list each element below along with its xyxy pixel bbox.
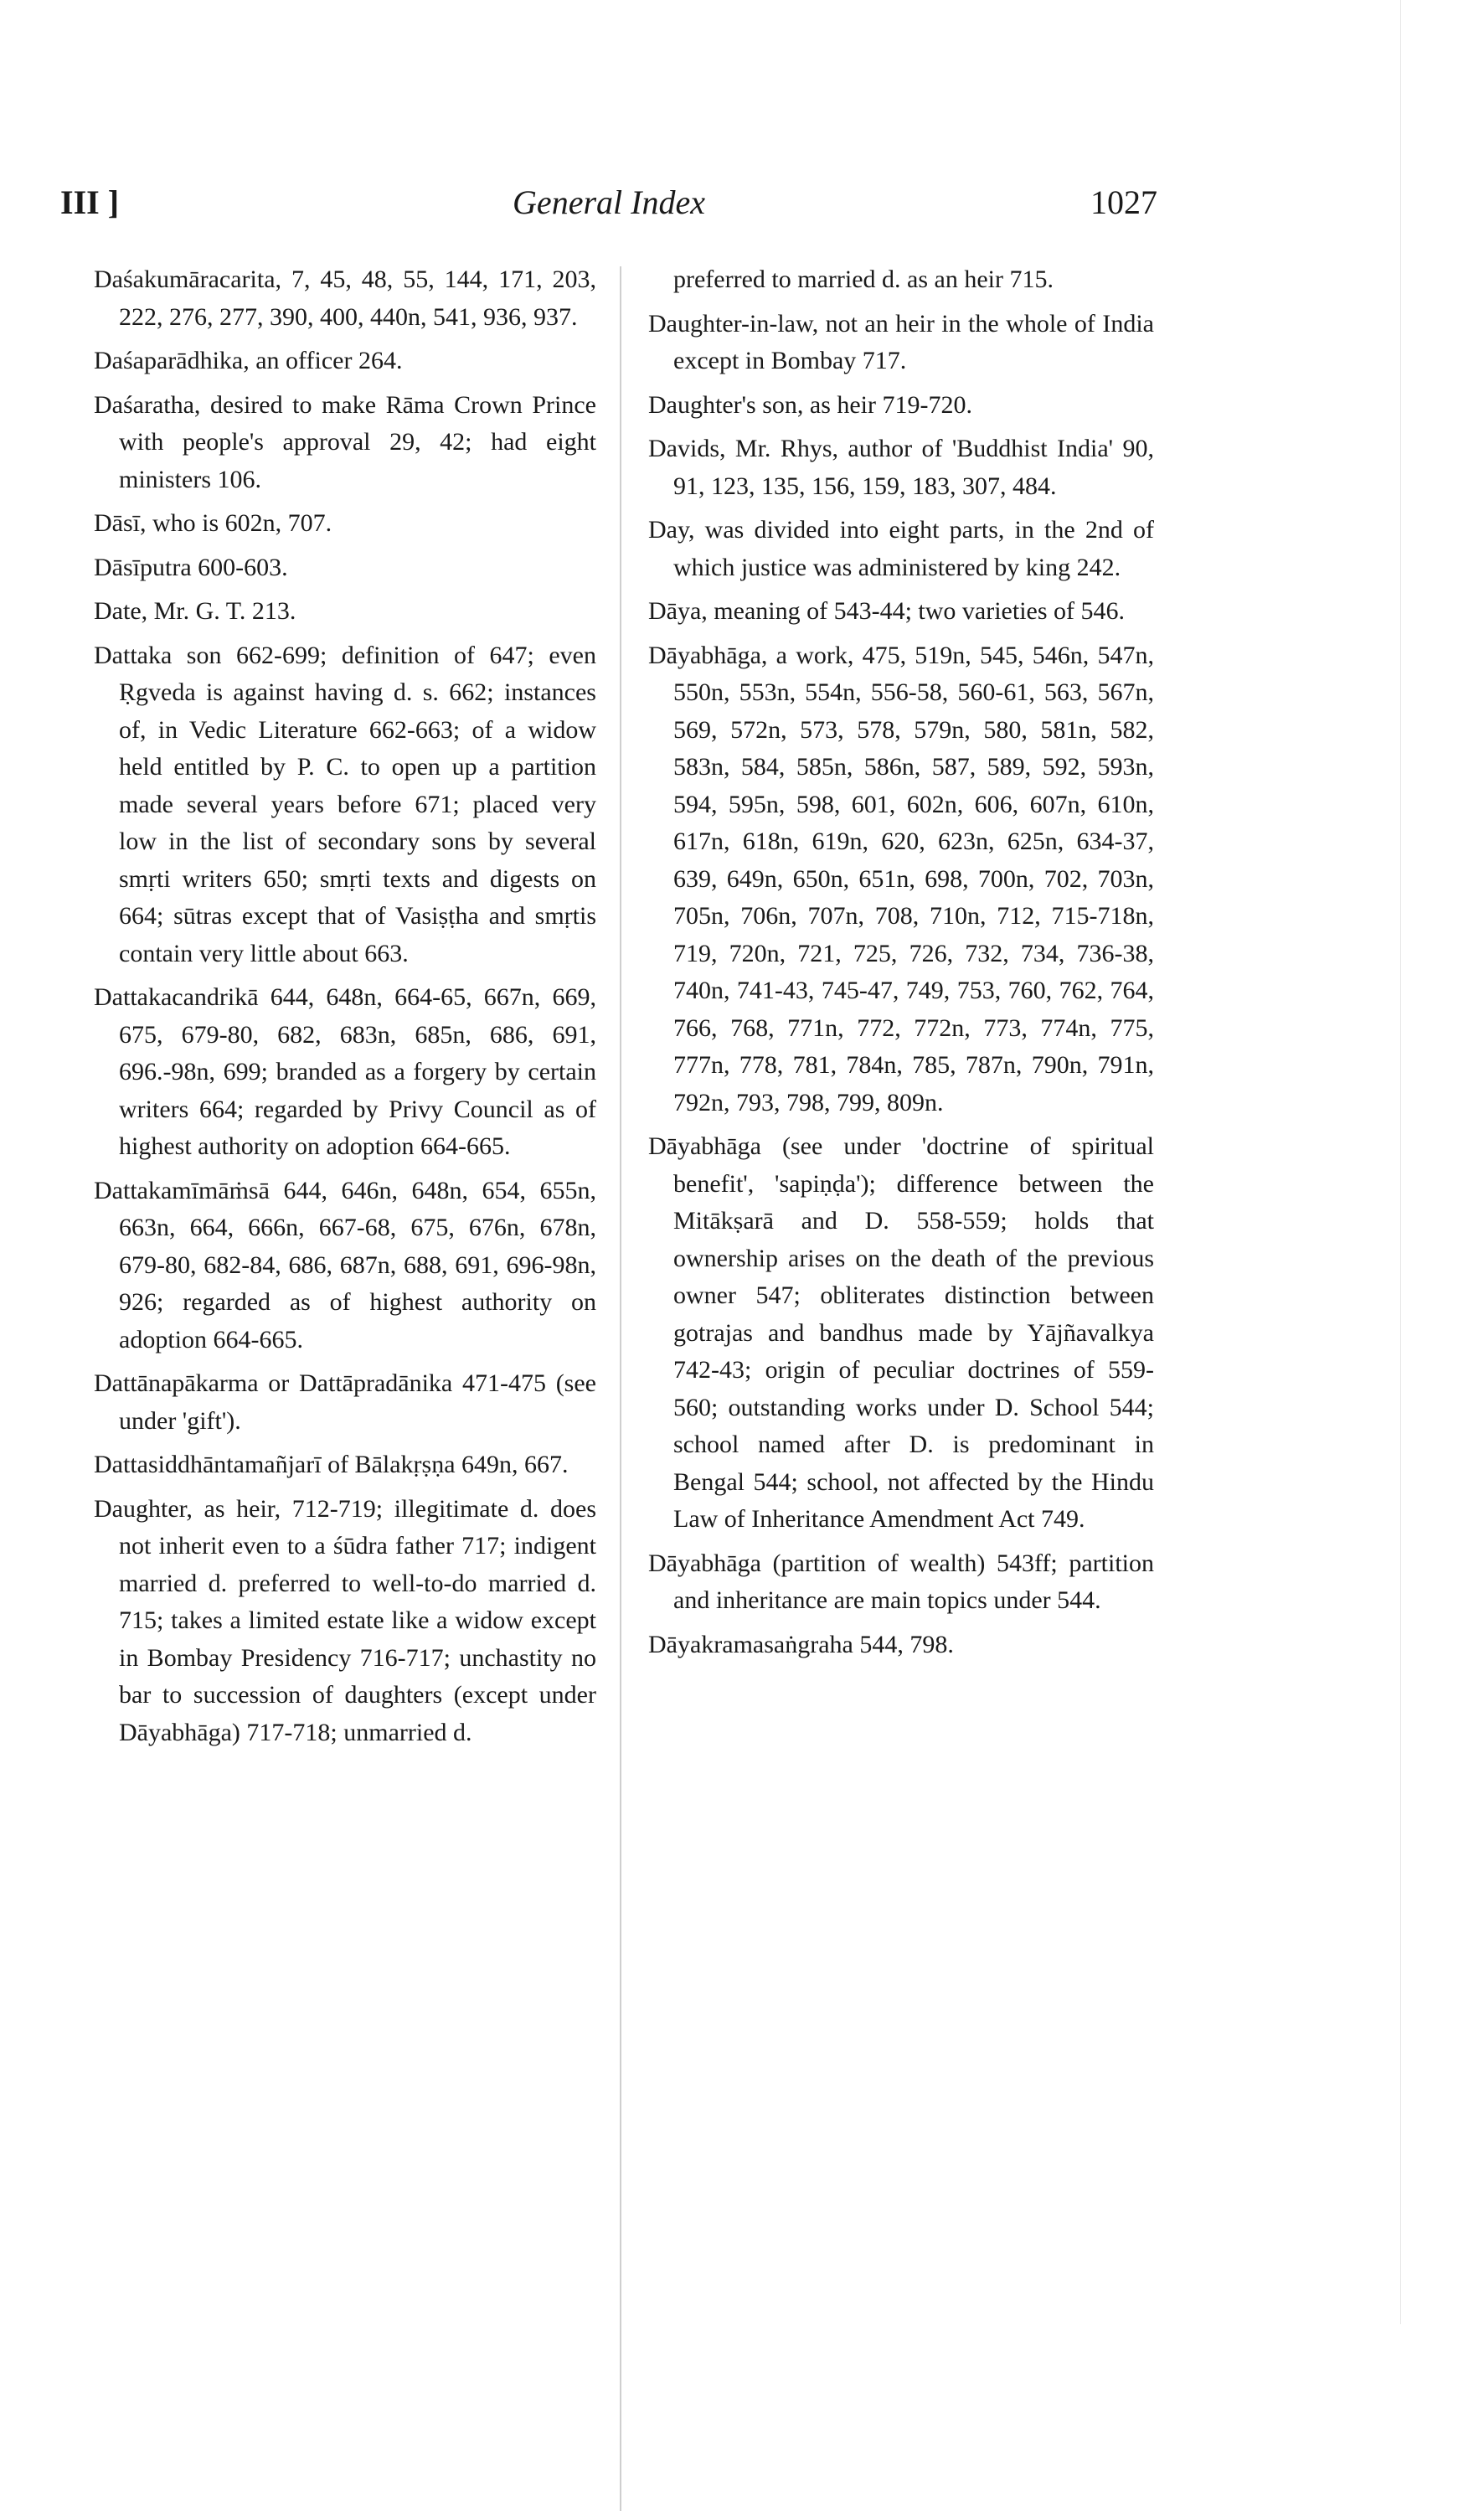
running-title: General Index: [513, 183, 705, 221]
index-entry: Dāya, meaning of 543-44; two varieties of 546.: [648, 597, 1126, 625]
index-entry: Daughter's son, as heir 719-720.: [648, 390, 972, 419]
index-entry: Dāyabhāga (see under 'doctrine of spiritual benefit', 'sapiṇḍa'); difference between the Mitākṣarā and D. 558-559; holds that ownership arises on the death of the previous owner 547; obliterates distinction between gotrajas and bandhus made by Yājñavalkya 742-43; origin of peculiar doctrines of 559-560; outstanding works under D. School 544; school named after D. is predominant in Bengal 544; school, not affected by the Hindu Law of Inheritance Amendment Act 749.: [648, 1132, 1154, 1533]
index-entry: Dattakamīmāṁsā 644, 646n, 648n, 654, 655n, 663n, 664, 666n, 667-68, 675, 676n, 678n, 679-80, 682-84, 686, 687n, 688, 691, 696-98n, 926; regarded as of highest authority on adoption 664-665.: [94, 1176, 596, 1353]
index-entry: Daughter, as heir, 712-719; illegitimate d. does not inherit even to a śūdra father 717; indigent married d. preferred to well-to-do married d. 715; takes a limited estate like a widow except in Bombay Presidency 716-717; unchastity no bar to succession of daughters (except under Dāyabhāga) 717-718; unmarried d.: [94, 1494, 596, 1746]
page-number: 1027: [1090, 183, 1157, 221]
index-entry: Dāsī, who is 602n, 707.: [94, 509, 332, 537]
index-entry-continuation: preferred to married d. as an heir 715.: [673, 266, 1054, 293]
index-entry: Dāsīputra 600-603.: [94, 553, 288, 581]
index-entry: Daśakumāracarita, 7, 45, 48, 55, 144, 171, 203, 222, 276, 277, 390, 400, 440n, 541, 936, 937.: [94, 266, 596, 331]
index-entry: Daśaparādhika, an officer 264.: [94, 347, 403, 374]
index-entry: Davids, Mr. Rhys, author of 'Buddhist India' 90, 91, 123, 135, 156, 159, 183, 307, 484.: [648, 435, 1154, 500]
scan-edge-line: [1400, 0, 1401, 2324]
right-column: [648, 261, 1154, 1670]
index-entry: Daśaratha, desired to make Rāma Crown Prince with people's approval 29, 42; had eight ministers 106.: [94, 390, 596, 493]
index-entry: Dāyabhāga, a work, 475, 519n, 545, 546n, 547n, 550n, 553n, 554n, 556-58, 560-61, 563, 567n, 569, 572n, 573, 578, 579n, 580, 581n, 582, 583n, 584, 585n, 586n, 587, 589, 592, 593n, 594, 595n, 598, 601, 602n, 606, 607n, 610n, 617n, 618n, 619n, 620, 623n, 625n, 634-37, 639, 649n, 650n, 651n, 698, 700n, 702, 703n, 705n, 706n, 707n, 708, 710n, 712, 715-718n, 719, 720n, 721, 725, 726, 732, 734, 736-38, 740n, 741-43, 745-47, 749, 753, 760, 762, 764, 766, 768, 771n, 772, 772n, 773, 774n, 775, 777n, 778, 781, 784n, 785, 787n, 790n, 791n, 792n, 793, 798, 799, 809n.: [648, 641, 1154, 1116]
index-entry: Dattānapākarma or Dattāpradānika 471-475 (see under 'gift').: [94, 1369, 596, 1435]
index-entry: Day, was divided into eight parts, in the 2nd of which justice was administered by king 242.: [648, 516, 1154, 581]
index-entry: Date, Mr. G. T. 213.: [94, 597, 296, 625]
index-entry: Dāyabhāga (partition of wealth) 543ff; partition and inheritance are main topics under 544.: [648, 1549, 1154, 1614]
volume-marker: III ]: [60, 183, 120, 221]
index-entry: Dattaka son 662-699; definition of 647; even Ṛgveda is against having d. s. 662; instances of, in Vedic Literature 662-663; of a widow held entitled by P. C. to open up a partition made several years before 671; placed very low in the list of secondary sons by several smṛti writers 650; smṛti texts and digests on 664; sūtras except that of Vasiṣṭha and smṛtis contain very little about 663.: [94, 641, 596, 967]
index-entry: Daughter-in-law, not an heir in the whole of India except in Bombay 717.: [648, 309, 1154, 374]
index-entry: Dattakacandrikā 644, 648n, 664-65, 667n, 669, 675, 679-80, 682, 683n, 685n, 686, 691, 696.-98n, 699; branded as a forgery by certain writers 664; regarded by Privy Council as of highest authority on adoption 664-665.: [94, 983, 596, 1160]
left-column: [94, 261, 596, 1758]
index-entry: Dāyakramasaṅgraha 544, 798.: [648, 1630, 954, 1658]
index-entry: Dattasiddhāntamañjarī of Bālakṛṣṇa 649n, 667.: [94, 1451, 569, 1478]
page-header: [60, 183, 1157, 233]
column-divider: [620, 266, 621, 2511]
